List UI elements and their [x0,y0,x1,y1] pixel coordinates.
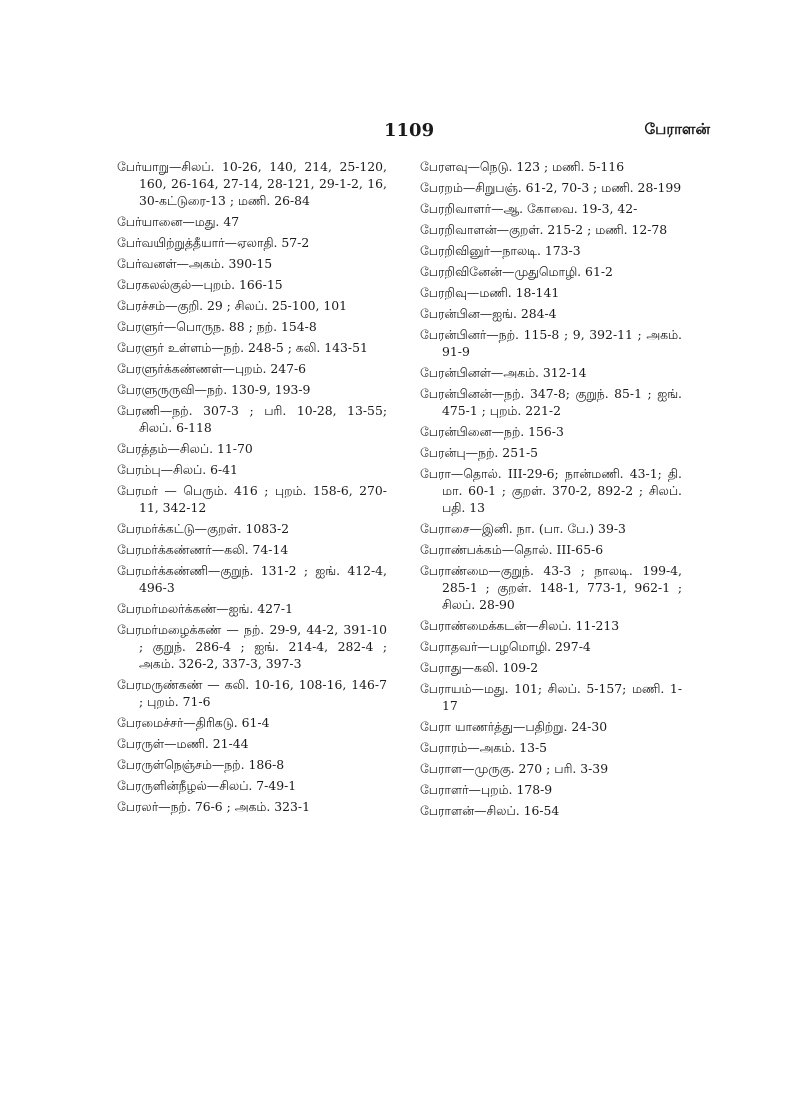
index-entry: பேரமர்க்கண்ணர்—கலி. 74-14 [117,542,289,557]
index-entry: பேரளுருருவி—நற். 130-9, 193-9 [117,382,311,397]
right-column [420,158,682,823]
index-entry: பேரத்தம்—சிலப். 11-70 [117,441,253,456]
index-entry: பேராசை—இனி. நா. (பா. பே.) 39-3 [420,521,626,536]
index-entry: பேரளுர்க்கண்ணள்—புறம். 247-6 [117,361,307,376]
index-entry: பேரலர்—நற். 76-6 ; அகம். 323-1 [117,799,310,814]
index-entry: பேராள—முருகு. 270 ; பரி. 3-39 [420,761,609,776]
index-entry: பேரன்பினர்—நற். 115-8 ; 9, 392-11 ; அகம். 91-9 [420,327,682,359]
index-entry: பேரன்பினை—நற். 156-3 [420,424,564,439]
index-entry: பேரமர்க்கண்ணி—குறுந். 131-2 ; ஐங். 412-4, 496-3 [117,563,387,595]
index-entry: பேர்வயிற்றுத்தீயார்—ஏலாதி. 57-2 [117,235,310,250]
index-entry: பேரமைச்சர்—திரிகடு. 61-4 [117,715,270,730]
index-entry: பேரன்பினள்—அகம். 312-14 [420,365,587,380]
index-entry: பேர்யாறு—சிலப். 10-26, 140, 214, 25-120, 160, 26-164, 27-14, 28-121, 29-1-2, 16, 30-கட்டுரை-13 ; மணி. 26-84 [117,159,387,208]
index-entry: பேரகலல்குல்—புறம். 166-15 [117,277,283,292]
index-entry: பேரமர்க்கட்டு—குறள். 1083-2 [117,521,290,536]
index-entry: பேரருள்நெஞ்சம்—நற். 186-8 [117,757,285,772]
index-entry: பேரம்பு—சிலப். 6-41 [117,462,238,477]
index-entry: பேரன்பு—நற். 251-5 [420,445,539,460]
page-number: 1109 [384,120,435,141]
index-entry: பேரருளின்நீழல்—சிலப். 7-49-1 [117,778,297,793]
index-entry: பேரணி—நற். 307-3 ; பரி. 10-28, 13-55; சிலப். 6-118 [117,403,387,435]
index-entry: பேர்யானை—மது. 47 [117,214,240,229]
index-entry: பேரறம்—சிறுபஞ். 61-2, 70-3 ; மணி. 28-199 [420,180,682,195]
index-entry: பேரமர்மழைக்கண் — நற். 29-9, 44-2, 391-10 ; குறுந். 286-4 ; ஐங். 214-4, 282-4 ; அகம். 326-2, 337-3, 397-3 [117,622,387,671]
index-entry: பேரச்சம்—குறி. 29 ; சிலப். 25-100, 101 [117,298,348,313]
index-entry: பேரளுர்—பொருந. 88 ; நற். 154-8 [117,319,317,334]
index-entry: பேர்வனள்—அகம். 390-15 [117,256,273,271]
index-entry: பேரமர் — பெரும். 416 ; புறம். 158-6, 270-11, 342-12 [117,483,387,515]
index-entry: பேரன்பினன்—நற். 347-8; குறுந். 85-1 ; ஐங். 475-1 ; புறம். 221-2 [420,386,682,418]
index-entry: பேராண்மைக்கடன்—சிலப். 11-213 [420,618,620,633]
index-entry: பேரறிவு—மணி. 18-141 [420,285,560,300]
page-header [0,120,800,144]
index-entry: பேராரம்—அகம். 13-5 [420,740,548,755]
index-entry: பேரமர்மலர்க்கண்—ஐங். 427-1 [117,601,293,616]
index-entry: பேராது—கலி. 109-2 [420,660,539,675]
index-entry: பேரன்பின—ஐங். 284-4 [420,306,557,321]
index-entry: பேரருள்—மணி. 21-44 [117,736,249,751]
index-entry: பேரளவு—நெடு. 123 ; மணி. 5-116 [420,159,625,174]
index-entry: பேராயம்—மது. 101; சிலப். 5-157; மணி. 1-17 [420,681,682,713]
index-entry: பேரறிவினுர்—நாலடி. 173-3 [420,243,581,258]
index-entry: பேராண்மை—குறுந். 43-3 ; நாலடி. 199-4, 285-1 ; குறள். 148-1, 773-1, 962-1 ; சிலப். 28-90 [420,563,682,612]
index-entry: பேராளர்—புறம். 178-9 [420,782,553,797]
index-entry: பேரறிவாளன்—குறள். 215-2 ; மணி. 12-78 [420,222,668,237]
index-entry: பேராளன்—சிலப். 16-54 [420,803,560,818]
index-entry: பேரறிவினேன்—முதுமொழி. 61-2 [420,264,613,279]
index-entry: பேரளுர் உள்ளம்—நற். 248-5 ; கலி. 143-51 [117,340,368,355]
left-column [117,158,387,819]
running-head: பேராளன் [644,120,710,138]
index-entry: பேரறிவாளர்—ஆ. கோவை. 19-3, 42- [420,201,638,216]
index-entry: பேரா—தொல். III-29-6; நான்மணி. 43-1; தி. மா. 60-1 ; குறள். 370-2, 892-2 ; சிலப். பதி. 13 [420,466,682,515]
index-entry: பேரா யாணர்த்து—பதிற்று. 24-30 [420,719,608,734]
index-entry: பேராண்பக்கம்—தொல். III-65-6 [420,542,604,557]
index-entry: பேராதவர்—பழமொழி. 297-4 [420,639,591,654]
index-entry: பேரமருண்கண் — கலி. 10-16, 108-16, 146-7 ; புறம். 71-6 [117,677,387,709]
